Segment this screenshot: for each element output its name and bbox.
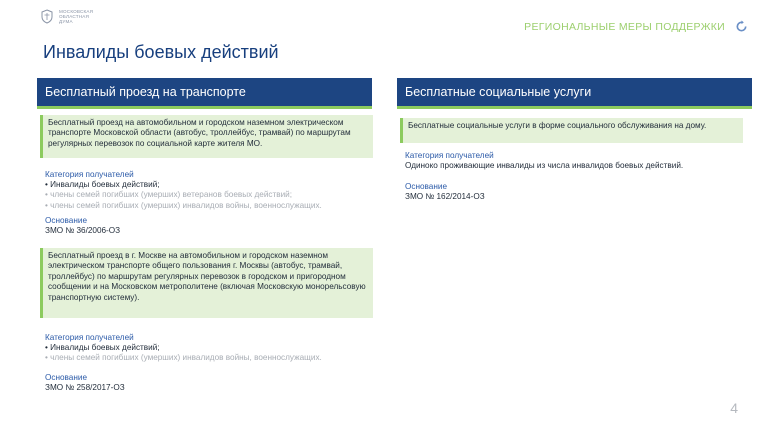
- transport-measure-1-description: Бесплатный проезд на автомобильном и городском наземном электрическом транспорте Московской области (автобус, троллейбус, трамвай) по маршрутам регулярных перевозок по социальной карте жителя МО.: [40, 115, 373, 158]
- transport-measure-1-recipients: [45, 170, 322, 211]
- social-services-basis: [405, 182, 485, 202]
- logo-text: МОСКОВСКАЯ ОБЛАСТНАЯ ДУМА: [59, 9, 94, 24]
- duma-logo: [40, 9, 93, 24]
- recipients-label: Категория получателей: [45, 170, 134, 179]
- page-number: 4: [730, 400, 738, 416]
- basis-label: Основание: [45, 373, 87, 382]
- recipients-label: Категория получателей: [405, 151, 494, 160]
- recipient-item: • Инвалиды боевых действий;: [45, 180, 160, 190]
- recipients-label: Категория получателей: [45, 333, 134, 342]
- basis-label: Основание: [45, 216, 87, 225]
- social-services-column-header: Бесплатные социальные услуги: [397, 78, 752, 109]
- recipient-item: • Инвалиды боевых действий;: [45, 343, 160, 353]
- recipient-item: • члены семей погибших (умерших) ветеранов боевых действий;: [45, 190, 293, 200]
- basis-value: ЗМО № 258/2017-ОЗ: [45, 383, 125, 393]
- transport-column-header: Бесплатный проезд на транспорте: [37, 78, 372, 109]
- section-label: РЕГИОНАЛЬНЫЕ МЕРЫ ПОДДЕРЖКИ: [524, 20, 725, 33]
- social-services-recipients: [405, 151, 683, 171]
- page-title: Инвалиды боевых действий: [43, 42, 279, 62]
- basis-value: ЗМО № 162/2014-ОЗ: [405, 192, 485, 202]
- recipient-item: • члены семей погибших (умерших) инвалидов войны, военнослужащих.: [45, 200, 322, 210]
- basis-value: ЗМО № 36/2006-ОЗ: [45, 226, 121, 236]
- transport-measure-1-basis: [45, 216, 120, 236]
- emblem-icon: [40, 9, 54, 24]
- section-header: [524, 20, 748, 33]
- basis-label: Основание: [405, 182, 447, 191]
- transport-measure-2-recipients: [45, 333, 322, 364]
- transport-measure-2-description: Бесплатный проезд в г. Москве на автомобильном и городском наземном электрическом транспорте общего пользования г. Москвы (автобус, трамвай, троллейбус) по маршрутам регулярных перевозок в городском и пригородном сообщении и на Московском метрополитене (включая Московскую монорельсовую транспортную систему).: [40, 248, 373, 318]
- recipient-text: Одиноко проживающие инвалиды из числа инвалидов боевых действий.: [405, 161, 684, 171]
- recipient-item: • члены семей погибших (умерших) инвалидов войны, военнослужащих.: [45, 353, 322, 363]
- transport-measure-2-basis: [45, 373, 125, 393]
- refresh-icon: [735, 20, 748, 33]
- social-services-description: Бесплатные социальные услуги в форме социального обслуживания на дому.: [400, 118, 743, 143]
